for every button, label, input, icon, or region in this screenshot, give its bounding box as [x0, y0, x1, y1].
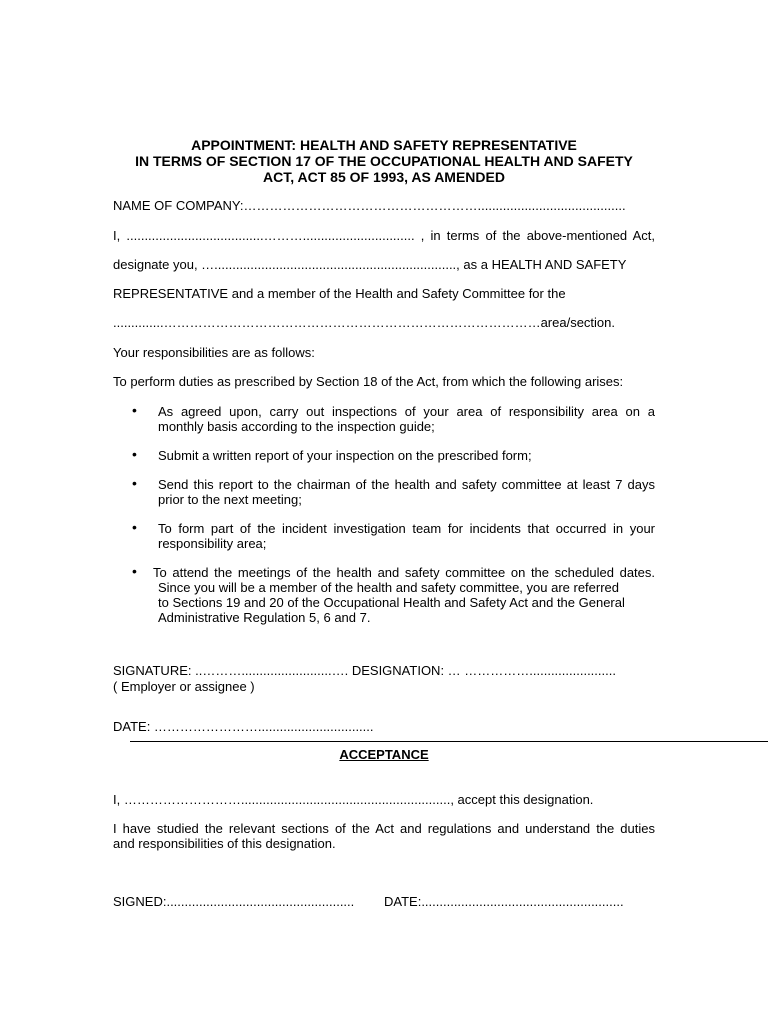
list-item-text-cont: monthly basis according to the inspection guide; — [158, 419, 435, 434]
title-line-3: ACT, ACT 85 OF 1993, AS AMENDED — [263, 169, 505, 185]
list-item-text-cont: Administrative Regulation 5, 6 and 7. — [158, 610, 371, 625]
list-item-text: As agreed upon, carry out inspections of your area of responsibility area on a — [158, 404, 655, 419]
representative-committee-line: REPRESENTATIVE and a member of the Health and Safety Committee for the — [113, 286, 566, 301]
acceptance-statement-line-2: and responsibilities of this designation. — [113, 836, 336, 851]
section-divider — [130, 741, 768, 742]
acceptance-statement-line-1: I have studied the relevant sections of the Act and regulations and understand the duties — [113, 821, 655, 836]
list-item-text: Submit a written report of your inspection on the prescribed form; — [158, 448, 532, 463]
bullet-icon: • — [132, 563, 137, 579]
document-title — [100, 137, 668, 185]
signed-field[interactable]: SIGNED:.................................................... — [113, 894, 355, 909]
title-line-2: IN TERMS OF SECTION 17 OF THE OCCUPATIONAL HEALTH AND SAFETY — [135, 153, 633, 169]
list-item-text: To attend the meetings of the health and safety committee on the scheduled dates. — [153, 565, 655, 580]
bullet-icon: • — [132, 402, 137, 418]
area-section-field[interactable]: ..............……………………………………………………………………………area/section. — [113, 315, 615, 330]
list-item-text-cont: Since you will be a member of the health and safety committee, you are referred — [158, 580, 620, 595]
responsibilities-intro: Your responsibilities are as follows: — [113, 345, 315, 360]
list-item-text: Send this report to the chairman of the health and safety committee at least 7 days — [158, 477, 655, 492]
title-line-1: APPOINTMENT: HEALTH AND SAFETY REPRESENTATIVE — [191, 137, 577, 153]
signature-designation-field[interactable]: SIGNATURE: ..……….........................…. DESIGNATION: … ……………........................ — [113, 663, 616, 678]
acceptance-date-field[interactable]: DATE:........................................................ — [384, 894, 624, 909]
list-item-text: To form part of the incident investigation team for incidents that occurred in your — [158, 521, 655, 536]
list-item-text-cont: prior to the next meeting; — [158, 492, 302, 507]
acceptance-statement — [113, 821, 655, 851]
date-field[interactable]: DATE: ……………………................................ — [113, 719, 374, 734]
acceptance-name-field[interactable]: I, ……………………….........................................................., accept this designation. — [113, 792, 594, 807]
bullet-icon: • — [132, 475, 137, 491]
duties-intro: To perform duties as prescribed by Section 18 of the Act, from which the following arises: — [113, 374, 624, 389]
bullet-icon: • — [132, 519, 137, 535]
company-name-field[interactable]: NAME OF COMPANY:………………………………………………......................................... — [113, 198, 626, 213]
representative-name-line[interactable]: I, ......................................………............................... , in terms of the above-mentioned Act, — [113, 228, 655, 243]
bullet-icon: • — [132, 446, 137, 462]
acceptance-heading: ACCEPTANCE — [339, 747, 429, 762]
list-item-text-cont: to Sections 19 and 20 of the Occupational Health and Safety Act and the General — [158, 595, 625, 610]
designate-line[interactable]: designate you, …..................................................................., as a HEALTH AND SAFETY — [113, 257, 627, 272]
list-item-text-cont: responsibility area; — [158, 536, 267, 551]
employer-assignee-note: ( Employer or assignee ) — [113, 679, 255, 694]
